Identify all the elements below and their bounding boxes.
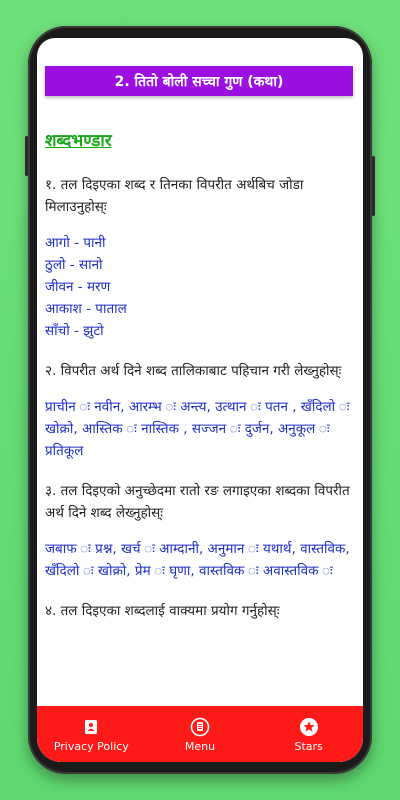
answer-pair: जीवन - मरण — [45, 279, 111, 295]
privacy-policy-icon — [84, 716, 98, 738]
answer-pair: ठुलो - सानो — [45, 257, 103, 273]
question-4: ४. तल दिइएका शब्दलाई वाक्यमा प्रयोग गर्नुहोस्ः — [45, 603, 280, 619]
answer-1-list — [45, 232, 353, 342]
page-title-bar — [45, 66, 353, 96]
page-title: 2. तितो बोली सच्चा गुण (कथा) — [114, 73, 284, 90]
star-icon — [299, 716, 319, 738]
nav-privacy-label: Privacy Policy — [53, 739, 129, 753]
answer-2: प्राचीन ः नवीन, आरम्भ ः अन्त्य, उत्थान ः पतन , खँदिलो ः खोक्रो, आस्तिक ः नास्तिक , सज्जन ः दुर्जन, अनुकूल ः प्रतिकूल — [45, 399, 350, 459]
phone-side-button — [372, 156, 375, 216]
section-heading: शब्दभण्डार — [45, 131, 112, 151]
nav-menu[interactable] — [150, 716, 250, 753]
question-2: २. विपरीत अर्थ दिने शब्द तालिकाबाट पहिचान गरी लेख्नुहोस्ः — [45, 363, 342, 379]
lesson-content[interactable] — [45, 130, 353, 636]
nav-stars[interactable] — [259, 716, 359, 753]
bottom-navigation — [37, 706, 363, 762]
menu-icon — [190, 716, 210, 738]
phone-side-button — [25, 136, 28, 176]
answer-pair: आगो - पानी — [45, 235, 106, 251]
question-1: १. तल दिइएका शब्द र तिनका विपरीत अर्थबिच जोडा मिलाउनुहोस्ः — [45, 177, 304, 215]
nav-stars-label: Stars — [294, 739, 323, 753]
answer-pair: साँचो - झुटो — [45, 323, 104, 339]
nav-menu-label: Menu — [184, 739, 216, 753]
answer-3: जबाफ ः प्रश्न, खर्च ः आम्दानी, अनुमान ः यथार्थ, वास्तविक, खँदिलो ः खोक्रो, प्रेम ः घृणा, वास्तविक ः अवास्तविक ः — [45, 541, 350, 579]
question-3: ३. तल दिइएको अनुच्छेदमा रातो रङ लगाइएका शब्दका विपरीत अर्थ दिने शब्द लेख्नुहोस्ः — [45, 483, 350, 521]
nav-privacy-policy[interactable] — [41, 716, 141, 753]
answer-pair: आकाश - पाताल — [45, 301, 127, 317]
app-screen — [37, 38, 363, 762]
